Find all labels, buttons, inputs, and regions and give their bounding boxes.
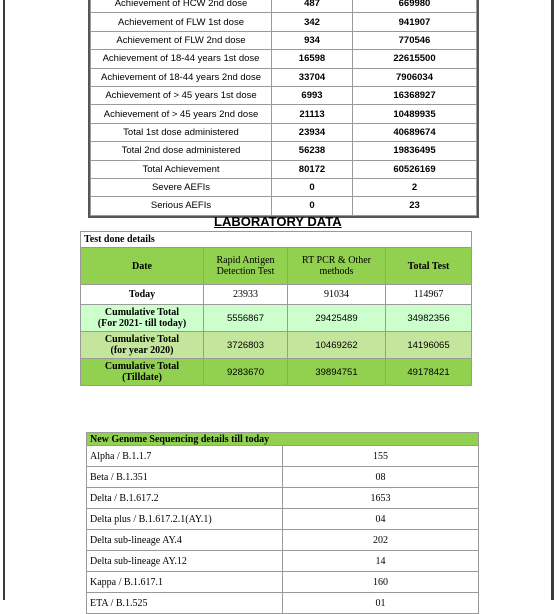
genome-row — [87, 509, 479, 530]
lab-cumulative-row — [81, 305, 472, 332]
genome-variant-name: Delta plus / B.1.617.2.1(AY.1) — [87, 509, 283, 530]
vaccination-cumulative: 22615500 — [353, 50, 477, 68]
page-border-left — [3, 0, 5, 600]
vaccination-daily: 487 — [272, 0, 353, 13]
lab-header-rat: Rapid Antigen Detection Test — [204, 248, 288, 285]
lab-cumulative-row — [81, 332, 472, 359]
vaccination-cumulative: 16368927 — [353, 86, 477, 104]
lab-cumulative-label-line1: Cumulative Total — [104, 361, 180, 372]
vaccination-daily: 21113 — [272, 105, 353, 123]
vaccination-daily: 0 — [272, 178, 353, 196]
vaccination-label: Achievement of FLW 2nd dose — [91, 31, 272, 49]
genome-row — [87, 488, 479, 509]
vaccination-row — [91, 0, 477, 13]
genome-variant-count: 14 — [283, 551, 479, 572]
vaccination-cumulative: 60526169 — [353, 160, 477, 178]
lab-caption-row — [81, 232, 472, 248]
genome-header-row — [87, 433, 479, 446]
lab-cumulative-rtpcr: 10469262 — [288, 332, 386, 359]
vaccination-row — [91, 68, 477, 86]
lab-cumulative-rat: 3726803 — [204, 332, 288, 359]
vaccination-label: Achievement of 18-44 years 1st dose — [91, 50, 272, 68]
vaccination-row — [91, 160, 477, 178]
genome-variant-name: Alpha / B.1.1.7 — [87, 446, 283, 467]
vaccination-row — [91, 31, 477, 49]
genome-variant-count: 202 — [283, 530, 479, 551]
lab-header-date: Date — [81, 248, 204, 285]
lab-today-row — [81, 285, 472, 305]
lab-today-label: Today — [81, 285, 204, 305]
vaccination-label: Total 1st dose administered — [91, 123, 272, 141]
vaccination-label: Total Achievement — [91, 160, 272, 178]
genome-variant-name: Delta / B.1.617.2 — [87, 488, 283, 509]
vaccination-label: Achievement of > 45 years 1st dose — [91, 86, 272, 104]
genome-variant-count: 01 — [283, 593, 479, 614]
vaccination-row — [91, 123, 477, 141]
lab-today-rtpcr: 91034 — [288, 285, 386, 305]
page-border-right — [551, 0, 554, 600]
vaccination-label: Achievement of > 45 years 2nd dose — [91, 105, 272, 123]
lab-today-rat: 23933 — [204, 285, 288, 305]
vaccination-row — [91, 197, 477, 215]
lab-cumulative-total: 34982356 — [386, 305, 472, 332]
vaccination-cumulative: 770546 — [353, 31, 477, 49]
lab-header-row — [81, 248, 472, 285]
lab-cumulative-rtpcr: 39894751 — [288, 359, 386, 386]
lab-cumulative-rat: 9283670 — [204, 359, 288, 386]
vaccination-cumulative: 7906034 — [353, 68, 477, 86]
vaccination-cumulative: 669980 — [353, 0, 477, 13]
genome-variant-name: Delta sub-lineage AY.12 — [87, 551, 283, 572]
vaccination-daily: 934 — [272, 31, 353, 49]
genome-variant-count: 1653 — [283, 488, 479, 509]
vaccination-label: Achievement of 18-44 years 2nd dose — [91, 68, 272, 86]
vaccination-cumulative: 23 — [353, 197, 477, 215]
vaccination-daily: 23934 — [272, 123, 353, 141]
vaccination-row — [91, 105, 477, 123]
lab-data-title: LABORATORY DATA — [214, 214, 342, 229]
vaccination-label: Total 2nd dose administered — [91, 142, 272, 160]
lab-header-total: Total Test — [386, 248, 472, 285]
genome-header: New Genome Sequencing details till today — [87, 433, 479, 446]
vaccination-cumulative: 40689674 — [353, 123, 477, 141]
genome-variant-count: 08 — [283, 467, 479, 488]
vaccination-daily: 342 — [272, 13, 353, 31]
genome-variant-count: 155 — [283, 446, 479, 467]
vaccination-row — [91, 86, 477, 104]
lab-cumulative-rtpcr: 29425489 — [288, 305, 386, 332]
lab-cumulative-total: 49178421 — [386, 359, 472, 386]
lab-cumulative-label — [81, 305, 204, 332]
vaccination-daily: 6993 — [272, 86, 353, 104]
vaccination-daily: 56238 — [272, 142, 353, 160]
lab-header-rtpcr: RT PCR & Other methods — [288, 248, 386, 285]
genome-variant-count: 160 — [283, 572, 479, 593]
genome-row — [87, 572, 479, 593]
vaccination-table — [90, 0, 477, 216]
vaccination-row — [91, 50, 477, 68]
vaccination-daily: 33704 — [272, 68, 353, 86]
lab-cumulative-label-line1: Cumulative Total — [104, 334, 180, 345]
genome-row — [87, 446, 479, 467]
lab-cumulative-label-line2: (For 2021- till today) — [97, 318, 187, 329]
lab-table — [80, 231, 472, 386]
lab-cumulative-row — [81, 359, 472, 386]
vaccination-row — [91, 13, 477, 31]
vaccination-daily: 16598 — [272, 50, 353, 68]
vaccination-label: Severe AEFIs — [91, 178, 272, 196]
genome-row — [87, 530, 479, 551]
lab-caption: Test done details — [81, 232, 472, 248]
lab-today-total: 114967 — [386, 285, 472, 305]
vaccination-cumulative: 2 — [353, 178, 477, 196]
genome-row — [87, 467, 479, 488]
genome-table — [86, 432, 479, 614]
genome-variant-count: 04 — [283, 509, 479, 530]
genome-row — [87, 593, 479, 614]
vaccination-row — [91, 178, 477, 196]
genome-variant-name: Delta sub-lineage AY.4 — [87, 530, 283, 551]
vaccination-label: Achievement of FLW 1st dose — [91, 13, 272, 31]
genome-variant-name: Kappa / B.1.617.1 — [87, 572, 283, 593]
genome-variant-name: ETA / B.1.525 — [87, 593, 283, 614]
vaccination-row — [91, 142, 477, 160]
genome-variant-name: Beta / B.1.351 — [87, 467, 283, 488]
vaccination-cumulative: 10489935 — [353, 105, 477, 123]
lab-cumulative-label-line1: Cumulative Total — [104, 307, 180, 318]
vaccination-label: Serious AEFIs — [91, 197, 272, 215]
vaccination-cumulative: 19836495 — [353, 142, 477, 160]
lab-cumulative-label-line2: (for year 2020) — [110, 345, 174, 356]
lab-cumulative-label — [81, 359, 204, 386]
lab-cumulative-label-line2: (Tilldate) — [122, 372, 162, 383]
vaccination-cumulative: 941907 — [353, 13, 477, 31]
lab-cumulative-rat: 5556867 — [204, 305, 288, 332]
vaccination-daily: 0 — [272, 197, 353, 215]
lab-cumulative-total: 14196065 — [386, 332, 472, 359]
genome-row — [87, 551, 479, 572]
vaccination-label: Achievement of HCW 2nd dose — [91, 0, 272, 13]
lab-cumulative-label — [81, 332, 204, 359]
vaccination-daily: 80172 — [272, 160, 353, 178]
